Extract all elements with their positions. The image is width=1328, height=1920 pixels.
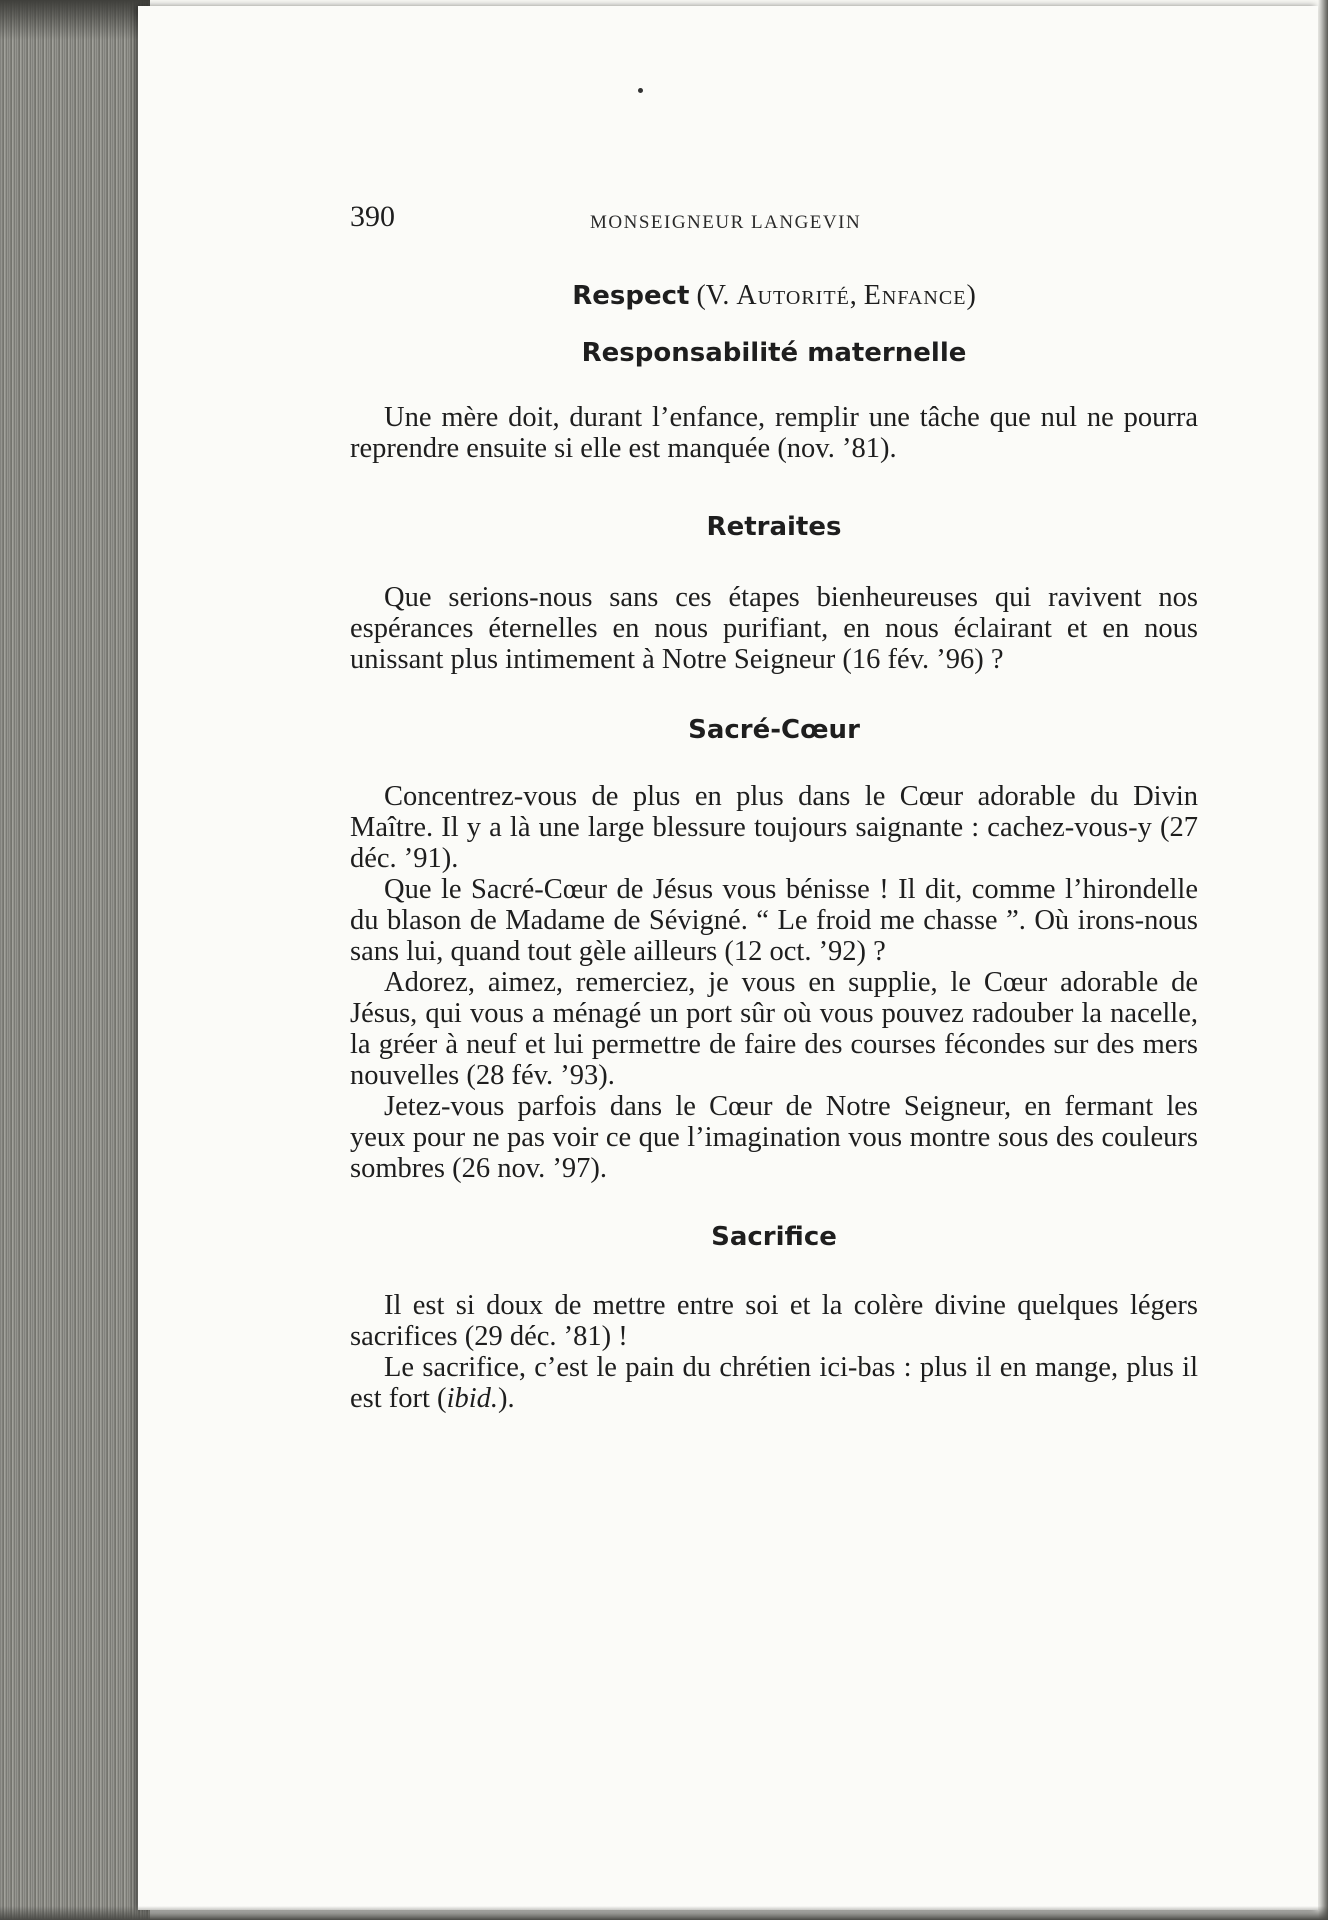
heading-respect-ref-autorite: Autorité	[736, 280, 850, 311]
running-title: MONSEIGNEUR LANGEVIN	[590, 212, 862, 233]
heading-respect-note-close: )	[966, 280, 976, 311]
bottom-edge-shadow	[0, 1906, 1328, 1920]
heading-respect	[350, 280, 1198, 312]
running-head	[350, 200, 1198, 250]
heading-respect-title: Respect	[572, 281, 690, 311]
paragraph: Une mère doit, durant l’enfance, remplir une tâche que nul ne pourra reprendre ensuite si elle est manquée (nov. ’81).	[350, 402, 1198, 464]
heading-respect-note-open: (V.	[689, 280, 737, 311]
paragraph-end: ).	[498, 1383, 515, 1414]
paragraph: Jetez-vous parfois dans le Cœur de Notre Seigneur, en fermant les yeux pour ne pas voir ce que l’imagination vous montre sous des couleurs sombres (26 nov. ’97).	[350, 1091, 1198, 1184]
paragraph: Concentrez-vous de plus en plus dans le Cœur adorable du Divin Maître. Il y a là une large blessure toujours saignante : cachez-vous-y (27 déc. ’91).	[350, 781, 1198, 874]
page-content	[350, 200, 1198, 1414]
ink-speck	[638, 88, 643, 93]
paragraph: Que serions-nous sans ces étapes bienheureuses qui ravivent nos espérances éternelles en nous purifiant, en nous éclairant et en nous unissant plus intimement à Notre Seigneur (16 fév. ’96) ?	[350, 582, 1198, 675]
heading-responsabilite-maternelle: Responsabilité maternelle	[581, 338, 967, 368]
paragraph-with-citation	[350, 1352, 1198, 1414]
paragraph: Il est si doux de mettre entre soi et la colère divine quelques légers sacrifices (29 déc. ’81) !	[350, 1290, 1198, 1352]
heading-respect-separator: ,	[849, 280, 864, 311]
heading-sacrifice: Sacrifice	[711, 1222, 837, 1252]
citation-ibid: ibid.	[446, 1383, 499, 1414]
heading-retraites: Retraites	[706, 512, 842, 542]
paragraph: Que le Sacré-Cœur de Jésus vous bénisse ! Il dit, comme l’hirondelle du blason de Madame de Sévigné. “ Le froid me chasse ”. Où irons-nous sans lui, quand tout gèle ailleurs (12 oct. ’92) ?	[350, 874, 1198, 967]
paragraph: Adorez, aimez, remerciez, je vous en supplie, le Cœur adorable de Jésus, qui vous a ménagé un port sûr où vous pouvez radouber la nacelle, la gréer à neuf et lui permettre de faire des courses fécondes sur des mers nouvelles (28 fév. ’93).	[350, 967, 1198, 1091]
right-edge-shadow	[1318, 0, 1328, 1920]
heading-sacre-coeur: Sacré-Cœur	[688, 715, 860, 745]
paragraph-text: Le sacrifice, c’est le pain du chrétien ici-bas : plus il en mange, plus il est fort (	[350, 1352, 1198, 1414]
heading-respect-ref-enfance: Enfance	[863, 280, 967, 311]
page-number: 390	[350, 200, 395, 233]
book-page-edges	[0, 0, 150, 1920]
